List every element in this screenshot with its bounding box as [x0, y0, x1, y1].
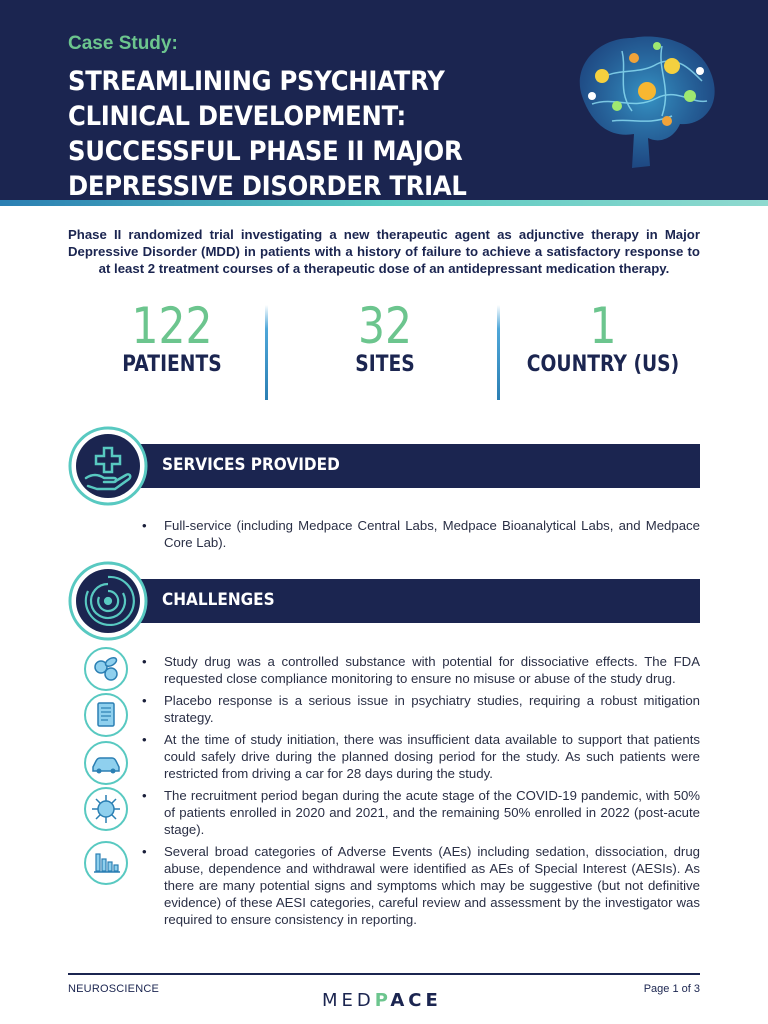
logo-text: MED — [322, 990, 375, 1011]
footer-rule — [68, 973, 700, 975]
hand-with-plus-icon — [68, 426, 148, 506]
stat-country — [503, 297, 703, 377]
services-list — [140, 517, 700, 551]
list-item: • Study drug was a controlled substance with potential for dissociative effects. The FDA requested close compliance monitoring to ensure no misuse or abuse of the study drug. — [140, 653, 700, 687]
stat-divider — [497, 305, 500, 400]
bar-chart-icon — [83, 840, 129, 886]
challenges-heading: CHALLENGES — [162, 590, 275, 610]
challenges-heading-bar — [132, 579, 700, 623]
services-heading-bar — [132, 444, 700, 488]
stat-label: COUNTRY (US) — [526, 352, 680, 377]
document-icon — [83, 692, 129, 738]
car-icon — [83, 740, 129, 786]
list-item: • Several broad categories of Adverse Events (AEs) including sedation, dissociation, drug abuse, dependence and withdrawal were identified as AEs of Special Interest (AESIs). As there are many potential signs and symptoms which may be suggestive (but not definitive evidence) of these AESI categories, careful review and assessment by the investigator was required to ensure consistency in reporting. — [140, 843, 700, 928]
stat-label: SITES — [355, 352, 415, 377]
stat-value: 1 — [589, 297, 617, 355]
intro-paragraph: Phase II randomized trial investigating a new therapeutic agent as adjunctive therapy in Major Depressive Disorder (MDD) in patients with a history of failure to achieve a satisfactory response to at least 2 treatment courses of a therapeutic dose of an antidepressant medication therapy. — [68, 227, 700, 276]
stat-sites — [285, 297, 485, 377]
stat-value: 122 — [131, 297, 213, 355]
list-item: • At the time of study initiation, there was insufficient data available to support that patients could safely drive during the planned dosing period for the study. As such patients were restricted from driving a car for 28 days during the study. — [140, 731, 700, 782]
brain-illustration — [562, 26, 722, 176]
challenges-list — [140, 653, 700, 928]
stat-label: PATIENTS — [122, 352, 222, 377]
logo-accent: P — [374, 990, 391, 1011]
list-item: • The recruitment period began during the acute stage of the COVID-19 pandemic, with 50% of patients enrolled in 2020 and 2021, and the remaining 50% enrolled in 2022 (post-acute stage). — [140, 787, 700, 838]
medpace-logo — [322, 990, 442, 1011]
stat-divider — [265, 305, 268, 400]
maze-target-icon — [68, 561, 148, 641]
pills-icon — [83, 646, 129, 692]
stat-patients — [72, 297, 272, 377]
list-item: • Placebo response is a serious issue in psychiatry studies, requiring a robust mitigation strategy. — [140, 692, 700, 726]
stat-value: 32 — [357, 297, 413, 355]
logo-text: ACE — [390, 990, 442, 1011]
page-number: Page 1 of 3 — [643, 983, 700, 995]
services-heading: SERVICES PROVIDED — [162, 455, 340, 475]
case-study-label: Case Study: — [68, 33, 178, 54]
list-item: • Full-service (including Medpace Central Labs, Medpace Bioanalytical Labs, and Medpace Core Lab). — [140, 517, 700, 551]
footer-category: NEUROSCIENCE — [68, 983, 160, 995]
virus-icon — [83, 786, 129, 832]
page-title: STREAMLINING PSYCHIATRY CLINICAL DEVELOPMENT: SUCCESSFUL PHASE II MAJOR DEPRESSIVE DISORDER TRIAL — [68, 66, 467, 202]
